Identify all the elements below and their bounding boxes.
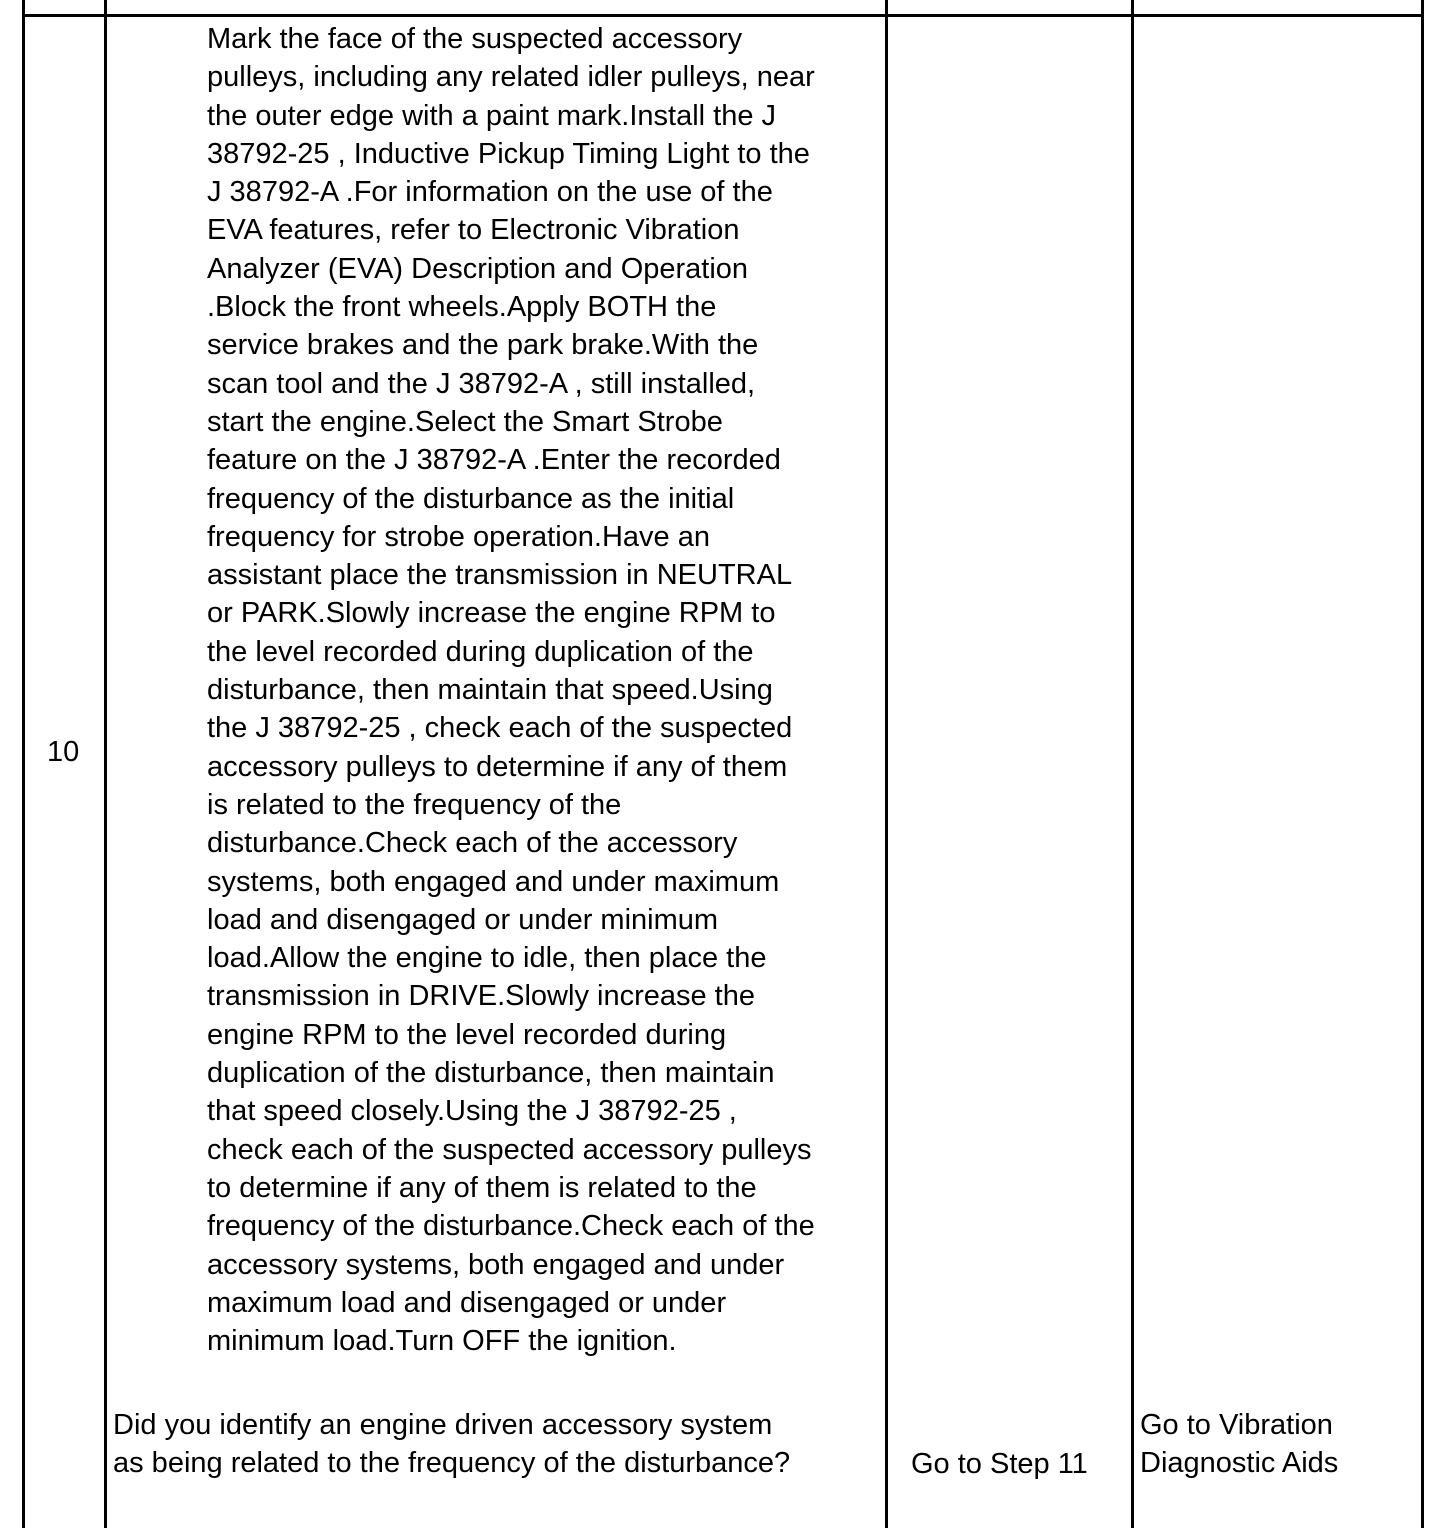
action-line: load.Allow the engine to idle, then place the [207, 942, 767, 975]
action-line: assistant place the transmission in NEUTRAL [207, 559, 793, 592]
no-answer-line: Go to Vibration [1140, 1409, 1333, 1441]
action-line: load and disengaged or under minimum [207, 903, 719, 936]
action-instructions [207, 20, 815, 1360]
table-border-left [22, 0, 25, 1528]
column-divider-1 [104, 0, 107, 1528]
action-line: accessory pulleys to determine if any of them [207, 750, 788, 783]
action-line: is related to the frequency of the [207, 788, 622, 821]
action-line: check each of the suspected accessory pulleys [207, 1133, 812, 1166]
action-line: engine RPM to the level recorded during [207, 1018, 727, 1051]
action-line: transmission in DRIVE.Slowly increase the [207, 980, 755, 1013]
action-line: EVA features, refer to Electronic Vibration [207, 214, 740, 247]
step-number: 10 [47, 736, 80, 768]
action-line: scan tool and the J 38792-A , still installed, [207, 367, 756, 400]
action-line: pulleys, including any related idler pulleys, near [207, 61, 815, 94]
action-line: or PARK.Slowly increase the engine RPM to [207, 597, 776, 630]
action-line: service brakes and the park brake.With the [207, 329, 759, 362]
action-line: that speed closely.Using the J 38792-25 , [207, 1095, 737, 1128]
question-line: Did you identify an engine driven accessory system [113, 1409, 773, 1441]
action-line: 38792-25 , Inductive Pickup Timing Light to the [207, 137, 810, 170]
action-line: start the engine.Select the Smart Strobe [207, 405, 723, 438]
action-line: the outer edge with a paint mark.Install the J [207, 99, 777, 132]
action-line: J 38792-A .For information on the use of the [207, 176, 773, 209]
action-line: Mark the face of the suspected accessory [207, 23, 743, 55]
action-line: systems, both engaged and under maximum [207, 865, 780, 898]
no-answer-line: Diagnostic Aids [1140, 1447, 1339, 1480]
question-line: as being related to the frequency of the disturbance? [113, 1447, 791, 1480]
action-line: maximum load and disengaged or under [207, 1286, 727, 1319]
row-divider-top [22, 14, 1424, 17]
action-line: Analyzer (EVA) Description and Operation [207, 252, 749, 285]
action-line: frequency for strobe operation.Have an [207, 520, 710, 553]
action-line: minimum load.Turn OFF the ignition. [207, 1325, 677, 1358]
action-line: frequency of the disturbance as the initial [207, 482, 735, 515]
action-line: disturbance.Check each of the accessory [207, 827, 738, 860]
column-divider-3 [1131, 0, 1134, 1528]
action-line: disturbance, then maintain that speed.Using [207, 674, 773, 707]
action-line: frequency of the disturbance.Check each of the [207, 1210, 815, 1243]
column-divider-2 [885, 0, 888, 1528]
action-line: to determine if any of them is related to the [207, 1171, 757, 1204]
action-line: duplication of the disturbance, then maintain [207, 1057, 775, 1090]
no-answer [1140, 1406, 1338, 1483]
action-line: accessory systems, both engaged and under [207, 1248, 785, 1281]
action-line: feature on the J 38792-A .Enter the recorded [207, 444, 781, 477]
yes-answer: Go to Step 11 [911, 1448, 1088, 1480]
action-line: the level recorded during duplication of the [207, 635, 754, 668]
action-line: .Block the front wheels.Apply BOTH the [207, 291, 717, 324]
table-border-right [1421, 0, 1424, 1528]
action-line: the J 38792-25 , check each of the suspected [207, 712, 793, 745]
question-text [113, 1406, 790, 1483]
